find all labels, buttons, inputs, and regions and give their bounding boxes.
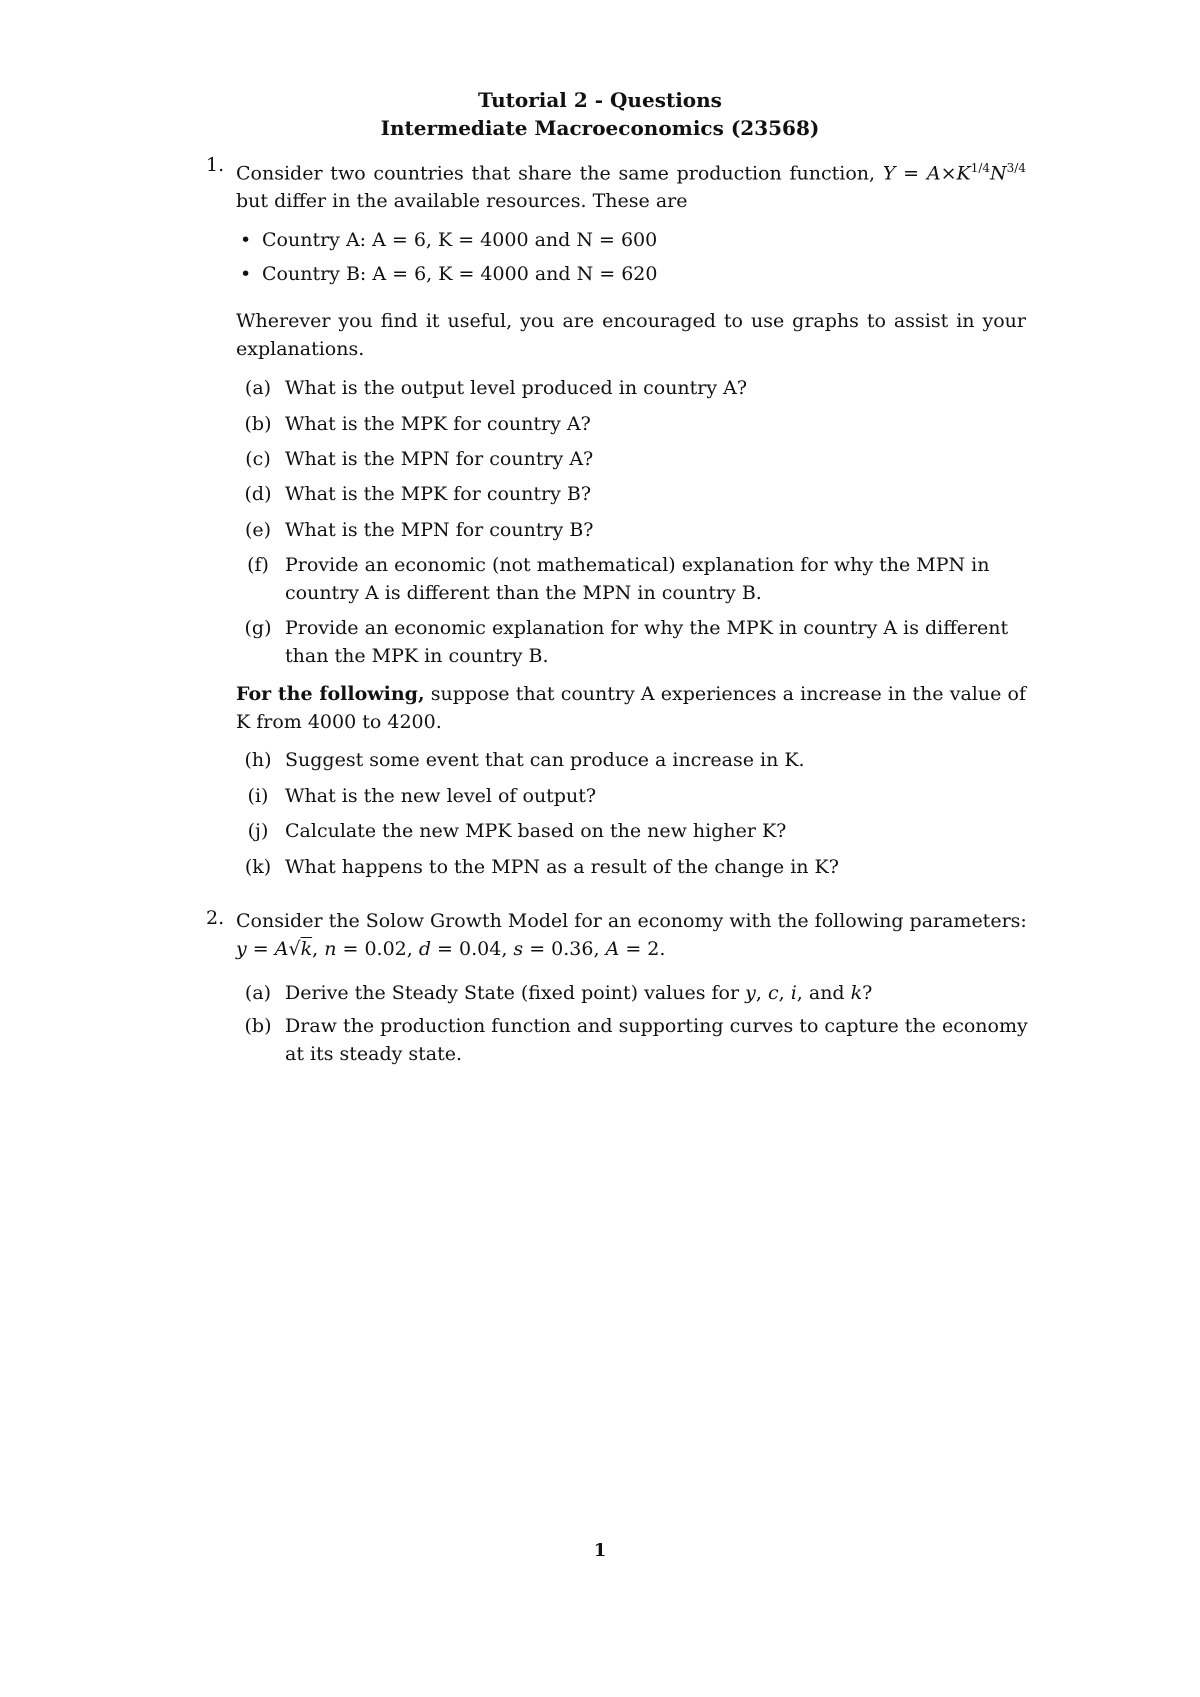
- question-2-intro-line1: Consider the Solow Growth Model for an economy with the following parameters:: [236, 910, 1027, 932]
- part-text: What is the output level produced in country A?: [285, 377, 748, 399]
- following-note-line1: [236, 680, 1026, 708]
- graphs-note-line1: Wherever you find it useful, you are encouraged to use graphs to assist in your: [236, 310, 1026, 332]
- param-a: A: [274, 938, 289, 960]
- part-suffix: ?: [862, 982, 873, 1004]
- part-label: (i): [247, 785, 269, 807]
- var-y: y: [745, 982, 756, 1004]
- part-label: (b): [244, 413, 272, 435]
- intro-text: Consider two countries that share the same production function,: [236, 162, 876, 185]
- course-subtitle: Intermediate Macroeconomics (23568): [380, 116, 820, 140]
- part-label: (f): [247, 554, 269, 576]
- part-text-line2: than the MPK in country B.: [285, 645, 549, 667]
- part-label: (j): [247, 820, 269, 842]
- param-d-value: = 0.04,: [431, 938, 514, 960]
- param-s: s: [513, 938, 524, 960]
- part-text-line1: Provide an economic (not mathematical) explanation for why the MPN in: [285, 554, 990, 576]
- param-s-value: = 0.36,: [523, 938, 606, 960]
- formula-k: K: [956, 162, 971, 185]
- graphs-note-line2: explanations.: [236, 338, 365, 360]
- formula-y: Y: [882, 162, 896, 185]
- part-text: What is the MPK for country A?: [285, 413, 591, 435]
- bullet-text: Country A: A = 6, K = 4000 and N = 600: [262, 229, 658, 251]
- param-y: y: [236, 938, 247, 960]
- document-header: [0, 86, 1200, 142]
- bullet-icon: •: [240, 263, 252, 285]
- following-rest: suppose that country A experiences a increase in the value of: [430, 683, 1026, 705]
- part-text: What is the MPN for country A?: [285, 448, 594, 470]
- param-a2-value: = 2.: [619, 938, 666, 960]
- part-label: (d): [244, 483, 272, 505]
- tutorial-title: Tutorial 2 - Questions: [478, 88, 722, 112]
- part-text: What happens to the MPN as a result of the change in K?: [285, 856, 839, 878]
- var-sep: ,: [755, 982, 768, 1004]
- formula-k-exponent: 1/4: [970, 161, 991, 175]
- question-2-params: [236, 935, 1026, 963]
- var-k: k: [850, 982, 863, 1004]
- graphs-note: [236, 307, 1026, 363]
- part-label: (a): [244, 377, 272, 399]
- param-n: n: [324, 938, 337, 960]
- part-label: (k): [244, 856, 272, 878]
- part-text-line1: Provide an economic explanation for why the MPK in country A is different: [285, 617, 1009, 639]
- following-bold: For the following,: [236, 683, 425, 705]
- sqrt-symbol: √: [288, 938, 301, 960]
- part-text: Calculate the new MPK based on the new higher K?: [285, 820, 787, 842]
- bullet-text: Country B: A = 6, K = 4000 and N = 620: [262, 263, 658, 285]
- var-sep: , and: [796, 982, 851, 1004]
- var-sep: ,: [778, 982, 791, 1004]
- part-text-line2: country A is different than the MPN in country B.: [285, 582, 762, 604]
- question-2-intro: [236, 907, 1026, 963]
- question-1-intro-line1: [236, 154, 1026, 187]
- param-k: k: [300, 938, 313, 960]
- question-1-number: 1.: [206, 154, 225, 176]
- bullet-icon: •: [240, 229, 252, 251]
- part-label: (a): [244, 982, 272, 1004]
- part-label: (c): [245, 448, 271, 470]
- formula-n-exponent: 3/4: [1006, 161, 1026, 175]
- part-text: What is the new level of output?: [285, 785, 597, 807]
- question-2-number: 2.: [206, 907, 225, 929]
- part-text-line2: at its steady state.: [285, 1043, 463, 1065]
- bullet-country-a: [240, 226, 658, 254]
- part-label: (h): [244, 749, 272, 771]
- var-i: i: [790, 982, 797, 1004]
- part-text: What is the MPN for country B?: [285, 519, 594, 541]
- param-sep: ,: [312, 938, 325, 960]
- part-prefix: Derive the Steady State (fixed point) values for: [285, 982, 746, 1004]
- param-a2: A: [605, 938, 620, 960]
- part-text: What is the MPK for country B?: [285, 483, 592, 505]
- following-note-line2: K from 4000 to 4200.: [236, 711, 442, 733]
- page-number: 1: [593, 1540, 607, 1561]
- part-label: (e): [244, 519, 272, 541]
- part-text: Suggest some event that can produce a increase in K.: [285, 749, 805, 771]
- var-c: c: [767, 982, 779, 1004]
- param-n-value: = 0.02,: [336, 938, 419, 960]
- following-note: [236, 680, 1026, 736]
- part-label: (b): [244, 1015, 272, 1037]
- formula-n: N: [990, 162, 1007, 185]
- part-label: (g): [244, 617, 272, 639]
- question-1-intro-line2: but differ in the available resources. These are: [236, 190, 688, 213]
- formula-times: ×: [940, 162, 957, 185]
- param-equals: =: [252, 938, 269, 960]
- part-text-line1: Draw the production function and supporting curves to capture the economy: [285, 1015, 1028, 1037]
- part-text: [285, 979, 872, 1007]
- question-1-intro: [236, 154, 1026, 215]
- param-d: d: [418, 938, 432, 960]
- bullet-country-b: [240, 260, 658, 288]
- formula-a: A: [926, 162, 941, 185]
- formula-equals: =: [903, 162, 920, 185]
